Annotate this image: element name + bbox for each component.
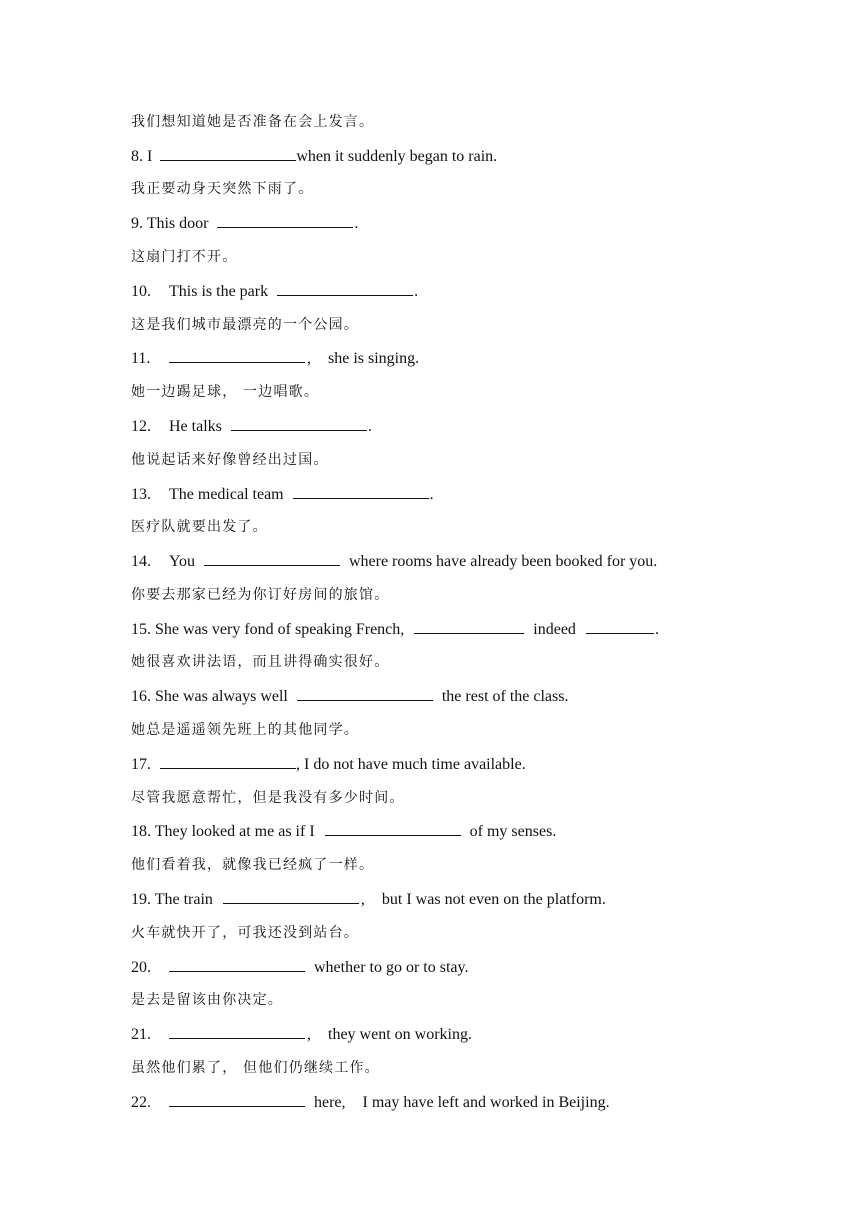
sentence-text: The medical team [169, 486, 284, 503]
translation-18: 他们看着我，就像我已经疯了一样。 [131, 857, 375, 873]
sentence-20 [131, 957, 468, 978]
answer-blank[interactable] [169, 348, 305, 363]
sentence-text: indeed [533, 621, 576, 638]
sentence-text: . [367, 418, 372, 435]
sentence-text: , [307, 350, 311, 367]
translation-14: 你要去那家已经为你订好房间的旅馆。 [131, 587, 390, 603]
answer-blank[interactable] [223, 889, 359, 904]
sentence-number: 19. The train [131, 891, 213, 908]
sentence-19 [131, 889, 606, 910]
answer-blank[interactable] [325, 821, 461, 836]
sentence-number: 16. She was always well [131, 688, 288, 705]
sentence-number: 14. [131, 553, 151, 570]
sentence-number: 10. [131, 283, 151, 300]
sentence-number: 9. This door [131, 215, 209, 232]
translation-7: 我们想知道她是否准备在会上发言。 [131, 114, 375, 130]
sentence-text: they went on working. [328, 1026, 472, 1043]
answer-blank[interactable] [586, 619, 654, 634]
translation-8: 我正要动身天突然下雨了。 [131, 181, 314, 197]
answer-blank[interactable] [160, 754, 296, 769]
sentence-text: . [654, 621, 659, 638]
sentence-14 [131, 551, 657, 572]
sentence-text: , I do not have much time available. [296, 756, 526, 773]
sentence-text: the rest of the class. [441, 688, 569, 705]
sentence-text: , [307, 1026, 311, 1043]
translation-13: 医疗队就要出发了。 [131, 519, 268, 535]
translation-11: 她一边踢足球， 一边唱歌。 [131, 384, 320, 400]
answer-blank[interactable] [297, 686, 433, 701]
sentence-text: she is singing. [328, 350, 420, 367]
sentence-22 [131, 1092, 610, 1113]
translation-16: 她总是遥遥领先班上的其他同学。 [131, 722, 359, 738]
translation-19: 火车就快开了，可我还没到站台。 [131, 925, 359, 941]
sentence-text: of my senses. [469, 823, 557, 840]
sentence-16 [131, 686, 568, 707]
answer-blank[interactable] [217, 213, 353, 228]
sentence-text: You [169, 553, 195, 570]
sentence-13 [131, 484, 434, 505]
sentence-number: 8. I [131, 148, 153, 165]
sentence-text: This is the park [169, 283, 269, 300]
translation-21: 虽然他们累了， 但他们仍继续工作。 [131, 1060, 380, 1076]
sentence-10 [131, 281, 418, 302]
sentence-number: 12. [131, 418, 151, 435]
sentence-text: here, [314, 1094, 346, 1111]
sentence-number: 13. [131, 486, 151, 503]
translation-12: 他说起话来好像曾经出过国。 [131, 452, 329, 468]
sentence-number: 15. She was very fond of speaking French, [131, 621, 405, 638]
sentence-number: 20. [131, 959, 151, 976]
sentence-number: 22. [131, 1094, 151, 1111]
sentence-8 [131, 146, 497, 167]
answer-blank[interactable] [277, 281, 413, 296]
sentence-text: I may have left and worked in Beijing. [362, 1094, 610, 1111]
sentence-9 [131, 213, 358, 234]
answer-blank[interactable] [169, 1092, 305, 1107]
answer-blank[interactable] [160, 146, 296, 161]
translation-20: 是去是留该由你决定。 [131, 992, 283, 1008]
sentence-text: , [360, 891, 365, 908]
sentence-text: . [354, 215, 359, 232]
translation-10: 这是我们城市最漂亮的一个公园。 [131, 317, 359, 333]
sentence-text: . [414, 283, 419, 300]
sentence-text: He talks [169, 418, 222, 435]
sentence-number: 21. [131, 1026, 151, 1043]
sentence-12 [131, 416, 372, 437]
sentence-text: . [429, 486, 434, 503]
translation-15: 她很喜欢讲法语，而且讲得确实很好。 [131, 654, 390, 670]
answer-blank[interactable] [293, 484, 429, 499]
sentence-text: when it suddenly began to rain. [296, 148, 498, 165]
sentence-text: but I was not even on the platform. [381, 891, 606, 908]
sentence-11 [131, 348, 419, 369]
sentence-text: whether to go or to stay. [314, 959, 469, 976]
answer-blank[interactable] [414, 619, 524, 634]
sentence-17 [131, 754, 526, 775]
sentence-21 [131, 1024, 472, 1045]
sentence-18 [131, 821, 556, 842]
answer-blank[interactable] [204, 551, 340, 566]
sentence-number: 11. [131, 350, 151, 367]
sentence-15 [131, 619, 659, 640]
answer-blank[interactable] [169, 1024, 305, 1039]
sentence-text: where rooms have already been booked for you. [348, 553, 658, 570]
translation-9: 这扇门打不开。 [131, 249, 238, 265]
answer-blank[interactable] [169, 957, 305, 972]
sentence-number: 18. They looked at me as if I [131, 823, 315, 840]
sentence-number: 17. [131, 756, 151, 773]
answer-blank[interactable] [231, 416, 367, 431]
translation-17: 尽管我愿意帮忙，但是我没有多少时间。 [131, 790, 405, 806]
